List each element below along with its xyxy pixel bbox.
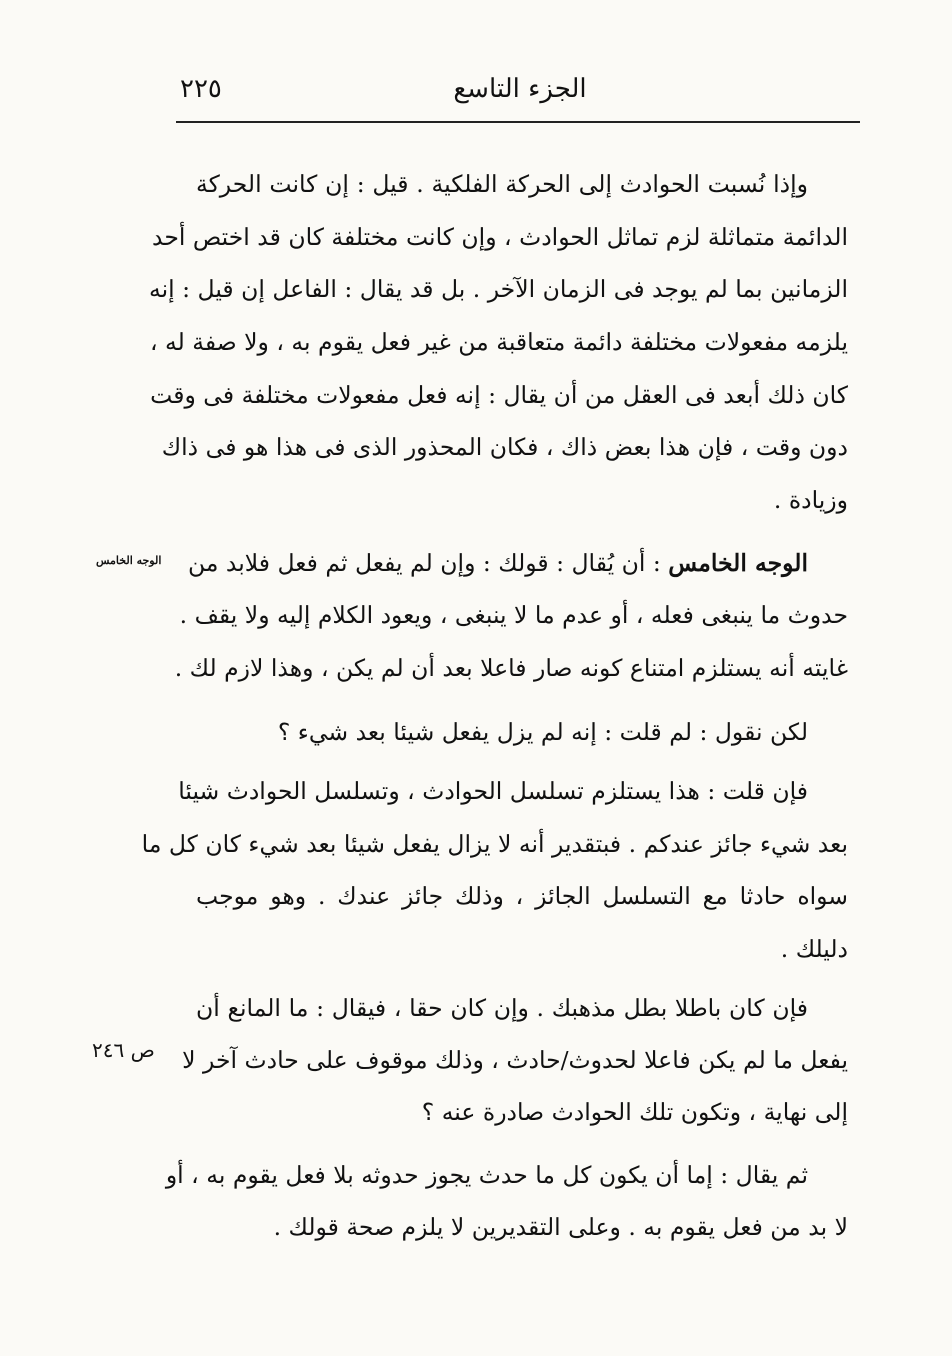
section-heading-fifth-aspect: الوجه الخامس (668, 549, 808, 577)
header-rule (176, 121, 860, 123)
paragraph-4-line-4: دليلك . (780, 935, 848, 963)
paragraph-5-line-2: يفعل ما لم يكن فاعلا لحدوث/حادث ، وذلك موقوف على حادث آخر لا (182, 1046, 848, 1074)
paragraph-6-line-2: لا بد من فعل يقوم به . وعلى التقديرين لا يلزم صحة قولك . (273, 1213, 848, 1241)
paragraph-1-line-1: وإذا نُسبت الحوادث إلى الحركة الفلكية . قيل : إن كانت الحركة (196, 170, 808, 198)
paragraph-1-line-4: يلزمه مفعولات مختلفة دائمة متعاقبة من غير فعل يقوم به ، ولا صفة له ، (149, 328, 848, 356)
paragraph-1-line-5: كان ذلك أبعد فى العقل من أن يقال : إنه فعل مفعولات مختلفة فى وقت (150, 381, 848, 409)
paragraph-2-line-3: غايته أنه يستلزم امتناع كونه صار فاعلا بعد أن لم يكن ، وهذا لازم لك . (174, 654, 848, 682)
paragraph-3-line-1: لكن نقول : لم قلت : إنه لم يزل يفعل شيئا بعد شيء ؟ (277, 718, 808, 746)
paragraph-1-line-2: الدائمة متماثلة لزم تماثل الحوادث ، وإن كانت مختلفة كان قد اختص أحد (152, 223, 848, 251)
paragraph-1-line-3: الزمانين بما لم يوجد فى الزمان الآخر . بل قد يقال : الفاعل إن قيل : إنه (149, 275, 848, 303)
running-header-title: الجزء التاسع (453, 74, 587, 104)
paragraph-2-line-1-text: : أن يُقال : قولك : وإن لم يفعل ثم فعل فلابد من (187, 549, 661, 577)
paragraph-4-line-1: فإن قلت : هذا يستلزم تسلسل الحوادث ، وتسلسل الحوادث شيئا (178, 777, 808, 805)
paragraph-5-line-1: فإن كان باطلا بطل مذهبك . وإن كان حقا ، فيقال : ما المانع أن (196, 994, 808, 1022)
paragraph-1-line-7: وزيادة . (773, 486, 848, 514)
paragraph-6-line-1: ثم يقال : إما أن يكون كل ما حدث يجوز حدوثه بلا فعل يقوم به ، أو (165, 1161, 808, 1189)
paragraph-5-line-3: إلى نهاية ، وتكون تلك الحوادث صادرة عنه ؟ (421, 1098, 848, 1126)
margin-note-section-label: الوجه الخامس (96, 554, 162, 567)
paragraph-4-line-3: سواه حادثا مع التسلسل الجائز ، وذلك جائز عندك . وهو موجب (196, 882, 849, 910)
paragraph-4-line-2: بعد شيء جائز عندكم . فبتقدير أنه لا يزال يفعل شيئا بعد شيء كان كل ما (141, 830, 848, 858)
margin-note-page-reference: ص ٢٤٦ (92, 1038, 155, 1062)
paragraph-1-line-6: دون وقت ، فإن هذا بعض ذاك ، فكان المحذور الذى فى هذا هو فى ذاك (161, 433, 848, 461)
page-number: ٢٢٥ (180, 74, 222, 104)
paragraph-2-line-2: حدوث ما ينبغى فعله ، أو عدم ما لا ينبغى ، ويعود الكلام إليه ولا يقف . (179, 601, 848, 629)
paragraph-2-line-1 (187, 548, 808, 578)
